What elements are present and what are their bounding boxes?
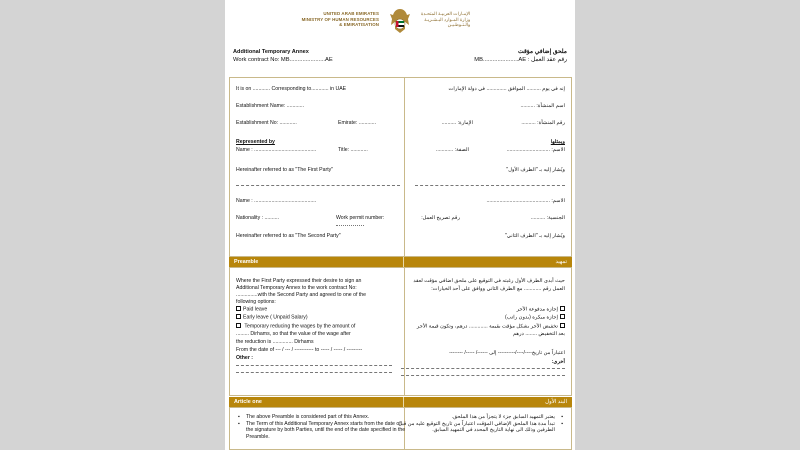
checkbox[interactable] [236, 323, 241, 328]
article-one-section [229, 407, 572, 450]
article-bullet: ▪ The above Preamble is considered part of this Annex. [236, 414, 406, 421]
first-party-en: Hereinafter referred to as "The First Party" [236, 167, 334, 173]
checkbox[interactable] [560, 306, 565, 311]
preamble-section: Where the First Party expressed their desire to sign an Additional Temporary Annex to the work contract No: ...............with the Second Party and agreed to one of the following options: Paid leave Early leave ( Unpaid Salary) Temporary reducing the wages by the amount of ......... Dirhams, so that the value of the wage after the reduction is .............. Dirhams From the date of --- / --- / ----------- to ----- / ----- / --------- Other : حيث أبدى الطرف الأول رغبته في التوقيع على ملحق اضافي مؤقت لعقد العمل رقم ............ مع الطرف الثاني ووافق على أحد الخيارات: إجازة مدفوعة الأجر إجازة مبكرة (بدون راتب) تخفيض الأجر بشكل مؤقت بقيمة ............. درهم، وتكون قيمة الأجر بعد التخفيض ........ درهم اعتباراً من تاريخ----/----/---------- إلى ------/ -----/ -------- أخرى: [229, 267, 572, 396]
emirate-ar: الإمارة: .......... [441, 120, 473, 126]
annex-title-ar: ملحق إضافي مؤقت [518, 49, 567, 55]
option-paid-leave-ar[interactable]: إجازة مدفوعة الأجر [517, 306, 565, 313]
checkbox[interactable] [560, 314, 565, 319]
establishment-no-ar: رقم المنشأة: .......... [521, 120, 565, 126]
from-date-en: From the date of --- / --- / ----------- to ----- / ----- / --------- [236, 347, 363, 353]
checkbox[interactable] [236, 314, 241, 319]
name1-en: Name : ........................................... [236, 147, 317, 153]
option-reduce-wages-ar[interactable]: تخفيض الأجر بشكل مؤقت بقيمة ............. درهم، وتكون قيمة الأجر [417, 323, 565, 330]
first-party-ar: ويُشار إليه بـ "الطرف الأول" [506, 167, 565, 173]
ministry-name-ar: الإمـارات العربيـة المتحـدة وزارة المـوارد البـشـريـة والـتـوطـيـن [421, 11, 471, 28]
name2-en: Name : ........................................... [236, 198, 317, 204]
other-ar: أخرى: [551, 359, 565, 365]
article-bullet: ▪ The Term of this Additional Temporary Annex starts from the date of the signature by both Parties, until the end of the date specified in the Preamble. [236, 421, 406, 441]
article-bullet: ▪ يعتبر التمهيد السابق جزء لا يتجزأ من هذا الملحق. [395, 414, 565, 421]
ministry-name-en: UNITED ARAB EMIRATES MINISTRY OF HUMAN RESOURCES & EMIRATISATION [301, 11, 379, 28]
name2-ar: الاسم: ............................................ [486, 198, 565, 204]
establishment-no-en: Establishment No: ............ [236, 120, 297, 126]
work-permit-blank [336, 225, 364, 226]
establishment-name-ar: اسم المنشأة: .......... [520, 103, 565, 109]
divider-line [415, 185, 565, 186]
emirate-en: Emirate: ............ [338, 120, 377, 126]
divider-line [236, 185, 400, 186]
parties-section [229, 77, 572, 257]
option-early-leave-ar[interactable]: إجازة مبكرة (بدون راتب) [505, 314, 565, 321]
second-party-en: Hereinafter referred to as "The Second Party" [236, 233, 341, 239]
article-one-header: Article one البند الأول [229, 397, 572, 407]
title-ar: الصفة: ............ [435, 147, 469, 153]
other-en: Other : [236, 355, 254, 361]
represented-by-ar: ويمثلها [550, 139, 565, 145]
column-divider [404, 78, 405, 256]
document-page [225, 0, 575, 450]
work-permit-ar: رقم تصريح العمل: [421, 215, 460, 221]
from-date-ar: اعتباراً من تاريخ----/----/---------- إلى ------/ -----/ -------- [449, 350, 565, 356]
contract-number-en: Work contract No: MB......................AE [233, 57, 333, 63]
annex-title-en: Additional Temporary Annex [233, 49, 309, 55]
nationality-ar: الجنسية: .......... [530, 215, 565, 221]
article-one-en [236, 414, 406, 440]
article-bullet: ▪ تبدأ مدة هذا الملحق الإضافي المؤقت اعتباراً من تاريخ التوقيع عليه من قبل الطرفين وذلك الى نهاية التاريخ المحدد في التمهيد السابق. [395, 421, 565, 434]
work-permit-en: Work permit number: [336, 215, 385, 221]
second-party-ar: ويُشار إليه بـ "الطرف الثاني" [505, 233, 565, 239]
checkbox[interactable] [560, 323, 565, 328]
preamble-header: Preamble تمهيد [229, 257, 572, 267]
option-paid-leave[interactable]: Paid leave [236, 306, 267, 313]
article-one-ar [395, 414, 565, 434]
title-en: Title: ............ [338, 147, 368, 153]
date-line-ar: إنه في يوم .......... الموافق .............. في دولة الإمارات [448, 86, 565, 92]
checkbox[interactable] [236, 306, 241, 311]
uae-emblem-icon [388, 7, 412, 35]
option-reduce-wages[interactable]: Temporary reducing the wages by the amount of [236, 323, 355, 330]
ministry-header [225, 6, 575, 36]
option-early-leave[interactable]: Early leave ( Unpaid Salary) [236, 314, 308, 321]
name1-ar: الاسم: .............................. [506, 147, 565, 153]
contract-number-ar: رقم عقد العمل : MB......................AE [474, 57, 567, 63]
nationality-en: Nationality : .......... [236, 215, 279, 221]
date-line-en: It is on ............ Corresponding to............ in UAE [236, 86, 347, 92]
establishment-name-en: Establishment Name: ............ [236, 103, 305, 109]
represented-by-en: Represented by [236, 139, 275, 145]
